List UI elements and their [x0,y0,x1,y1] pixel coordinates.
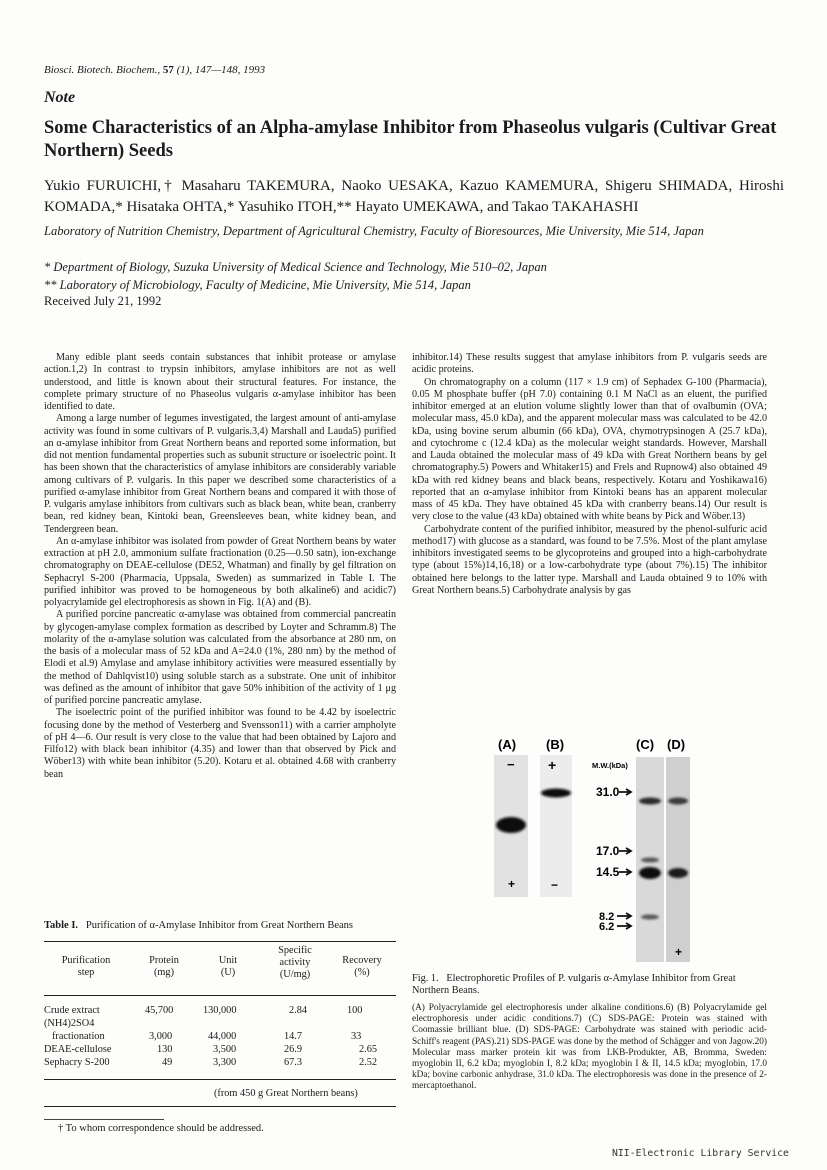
cell-specific-activity: 2.84 [289,1005,308,1016]
body-left-column [44,352,396,781]
cell-step: DEAE-cellulose [44,1044,112,1055]
lane-label-a: (A) [498,737,517,752]
cell-protein: 49 [162,1057,173,1068]
cell-unit: 3,300 [213,1057,237,1068]
band-lane-d-31kda [668,798,688,805]
footnote-rule [44,1119,164,1120]
marker-arrow-31 [619,789,631,795]
journal-issue: (1), 147—148, 1993 [176,64,266,76]
body-right-column [412,352,767,597]
lane-a-plus-sign: + [508,877,516,891]
cell-protein: 3,000 [149,1031,173,1042]
lane-label-d: (D) [667,737,686,752]
paragraph: On chromatography on a column (117 × 1.9 cm) of Sephadex G-100 (Pharmacia), 0.05 M phosphate buffer (pH 7.0) containing 0.1 M NaCl as an eluent, the purified inhibitor emerged at an elution volume slightly lower than that of ovalbumin (OVA; molecular mass, 45.0 kDa), and the apparent molecular mass was calculated to be 42.0 kDa, using bovine serum albumin (66 kDa), OVA, chymotrypsinogen A (25.7 kDa), and cytochrome c (12.4 kDa) as the molecular weight standards. However, Marshall and Lauda obtained the molecular mass of 49 kDa with Great Northern beans by gel chromatography.5) Powers and Whitaker15) and Frels and Rupnow4) also obtained 49 kDa with red kidney beans and black beans, respectively. Kotaru and Yoshikawa16) reported that an α-amylase inhibitor from Kintoki beans has an apparent molecular mass of 45 kDa. They have obtained 45 kDa with cranberry beans.14) Our result is very close to the value (43 kDa) obtained with white beans by Pick and Wöber.13) [412,376,767,523]
table-note: (from 450 g Great Northern beans) [214,1088,358,1099]
cell-protein: 45,700 [145,1005,174,1016]
cell-step: Sephacry S-200 [44,1057,110,1068]
band-lane-b [541,789,571,798]
cell-recovery: 2.65 [359,1044,378,1055]
author-list: Yukio FURUICHI,† Masaharu TAKEMURA, Naoko UESAKA, Kazuo KAMEMURA, Shigeru SHIMADA, Hiroshi KOMADA,* Hisataka OHTA,* Yasuhiko ITOH,** Hayato UMEKAWA, and Takao TAKAHASHI [44,178,784,215]
cell-specific-activity: 14.7 [284,1031,303,1042]
purification-table [44,941,396,1109]
cell-unit: 44,000 [208,1031,237,1042]
marker-label-31: 31.0 [596,785,620,799]
table-top-rule [44,941,396,942]
table-caption [44,920,353,931]
figure-label: Fig. 1. [412,973,439,984]
marker-label-8: 8.2 [599,911,615,923]
table-row [44,1057,396,1070]
cell-specific-activity: 26.9 [284,1044,303,1055]
lane-d-plus-sign: + [675,945,683,959]
nii-watermark: NII-Electronic Library Service [612,1148,789,1159]
lane-label-c: (C) [636,737,655,752]
cell-unit: 130,000 [203,1005,237,1016]
table-bottom-rule [44,1106,396,1107]
header-recovery: Recovery (%) [342,955,382,978]
marker-arrow-6 [617,923,631,929]
correspondence-footnote: † To whom correspondence should be addressed. [58,1123,264,1134]
affiliation-primary: Laboratory of Nutrition Chemistry, Department of Agricultural Chemistry, Faculty of Bioresources, Mie University, Mie 514, Japan [44,224,704,238]
band-lane-c-8kda [641,915,659,920]
electrophoresis-figure [490,727,710,967]
gel-lane-b [540,755,572,897]
table-title: Purification of α-Amylase Inhibitor from Great Northern Beans [85,920,353,931]
header-specific-activity: Specific activity (U/mg) [278,945,312,980]
table-row [44,1018,396,1031]
lane-a-minus-sign: − [507,757,515,772]
band-lane-d-14kda [668,868,688,878]
paragraph: Among a large number of legumes investigated, the largest amount of anti-amylase activity was found in some cultivars of P. vulgaris.3,4) Marshall and Lauda5) purified an α-amylase inhibitor from Great Northern beans and reported some information, but did not mention fundamental properties such as subunit structure or isoelectric point. It has been shown that the characteristics of amylase inhibitors are considerably variable among cultivars of P. vulgaris. In this paper we described some characteristics of a purified α-amylase inhibitor from Great Northern beans and compared it with those of P. vulgaris amylase inhibitors from cultivars such as black bean, white bean, cranberry bean, red kidney bean, Kintoki bean, Greensleeves bean, white kidney bean, and Tendergreen bean. [44,413,396,535]
figure-title: Electrophoretic Profiles of P. vulgaris α-Amylase Inhibitor from Great Northern Beans. [412,973,736,996]
cell-recovery: 33 [351,1031,362,1042]
paragraph: A purified porcine pancreatic α-amylase was obtained from commercial pancreatin by glycogen-amylase complex formation as described by Loyter and Schramm.8) The molarity of the α-amylase solution was calculated from the absorbance at 280 nm, on the basis of a molecular mass of 52 kDa and A=24.0 (1%, 280 nm) by the method of Elodi et al.9) Amylase and amylase inhibitory activities were measured essentially by the method of Dahlqvist10) using soluble starch as a substrate. One unit of inhibitor was defined as the amount of inhibitor that gave 50% inhibition of the activity of 1 μg of purified porcine pancreatic amylase. [44,609,396,706]
lane-b-plus-sign: + [548,757,557,773]
figure-caption [412,973,767,997]
header-purification-step: Purification step [61,955,111,978]
table-row [44,1031,396,1044]
table-row [44,1044,396,1057]
cell-unit: 3,500 [213,1044,237,1055]
table-row [44,1005,396,1018]
marker-arrow-14 [619,869,631,875]
marker-label-14: 14.5 [596,865,620,879]
cell-step: fractionation [52,1031,105,1042]
header-protein: Protein (mg) [149,955,179,978]
band-lane-c-17kda [641,858,659,863]
paragraph: The isoelectric point of the purified inhibitor was found to be 4.42 by isoelectric focusing done by the method of Vesterberg and Svensson11) with a carrier ampholyte of pH 4—6. Our result is very close to the value that had been obtained by Lajoro and Filfo12) with black bean inhibitor (4.35) and lower than that observed by Pick and Wöber13) with white bean inhibitor (5.20). Kotaru et al. obtained 4.68 with cranberry bean [44,707,396,780]
paragraph: Carbohydrate content of the purified inhibitor, measured by the phenol-sulfuric acid method17) with glucose as a standard, was found to be 7.5%. Most of the plant amylase inhibitors investigated seems to be glycoproteins and grouped into a high-carbohydrate type (about 15%)14,16,18) or a low-carbohydrate type (about 7%).15) The inhibitor obtained here belongs to the latter type. Marshall and Lauda obtained 9 to 10% with Great Northern beans.5) Carbohydrate analysis by gas [412,523,767,596]
journal-volume: 57 [162,64,174,76]
lane-label-b: (B) [546,737,565,752]
paragraph: Many edible plant seeds contain substances that inhibit protease or amylase action.1,2) In contrast to trypsin inhibitors, amylase inhibitors are not as well understood, and little is known about their structural features. For instance, the complete primary structure of no Phaseolus vulgaris α-amylase inhibitor has been identified to date. [44,352,396,412]
affiliation-microbiology: ** Laboratory of Microbiology, Faculty of Medicine, Mie University, Mie 514, Japan [44,278,471,292]
table-header-rule [44,995,396,996]
paragraph: inhibitor.14) These results suggest that amylase inhibitors from P. vulgaris seeds are acidic proteins. [412,352,767,376]
cell-protein: 130 [157,1044,173,1055]
band-lane-c-14kda [639,867,661,879]
marker-arrow-17 [619,848,631,854]
figure-legend: (A) Polyacrylamide gel electrophoresis under alkaline conditions.6) (B) Polyacrylamide gel electrophoresis under acidic conditions.7) (C) SDS-PAGE: Protein was stained with Coomassie brilliant blue. (D) SDS-PAGE: Carbohydrate was stained with periodic acid-Schiff's reagent (PAS).21) SDS-PAGE was done by the method of Schägger and von Jagow.20) Molecular mass marker protein kit was from LKB-Produkter, AB, Bromma, Sweden: myoglobin II, 6.2 kDa; myoglobin I, 8.2 kDa; myoglobin I & II, 14.5 kDa; myoglobin, 17.0 kDa; bovine carbonic anhydrase, 31.0 kDa. The electrophoresis was done in the presence of 2-mercaptoethanol. [412,1003,767,1092]
received-date: Received July 21, 1992 [44,294,162,308]
header-unit: Unit (U) [218,955,238,978]
gel-lane-d [666,757,690,962]
journal-name: Biosci. Biotech. Biochem., [44,64,161,76]
marker-label-17: 17.0 [596,844,620,858]
band-lane-a [496,817,526,833]
mw-axis-label: M.W.(kDa) [592,761,628,770]
band-lane-c-31kda [639,798,661,805]
paper-title: Some Characteristics of an Alpha-amylase Inhibitor from Phaseolus vulgaris (Cultivar Great Northern) Seeds [44,118,777,161]
cell-recovery: 100 [347,1005,363,1016]
cell-recovery: 2.52 [359,1057,378,1068]
marker-arrow-8 [617,913,631,919]
cell-step: (NH4)2SO4 [44,1018,95,1029]
cell-step: Crude extract [44,1005,100,1016]
journal-citation [44,64,265,76]
cell-specific-activity: 67.3 [284,1057,303,1068]
paragraph: An α-amylase inhibitor was isolated from powder of Great Northern beans by water extraction at pH 2.0, ammonium sulfate fractionation (0.25—0.50 satn), ion-exchange chromatography on DEAE-cellulose (DE52, Whatman) and finally by gel filtration on Sephacryl S-200 (Pharmacia, Uppsala, Sweden) as summarized in Table I. The purified inhibitor was proved to be homogeneous by both alkaline6) and acidic7) polyacrylamide gel electrophoresis as shown in Fig. 1(A) and (B). [44,535,396,608]
table-label: Table I. [44,920,79,931]
affiliation-suzuka: * Department of Biology, Suzuka University of Medical Science and Technology, Mie 510–02, Japan [44,260,547,274]
marker-label-6: 6.2 [599,921,615,933]
table-body-rule [44,1079,396,1080]
section-label: Note [44,89,76,106]
lane-b-minus-sign: − [551,878,559,892]
